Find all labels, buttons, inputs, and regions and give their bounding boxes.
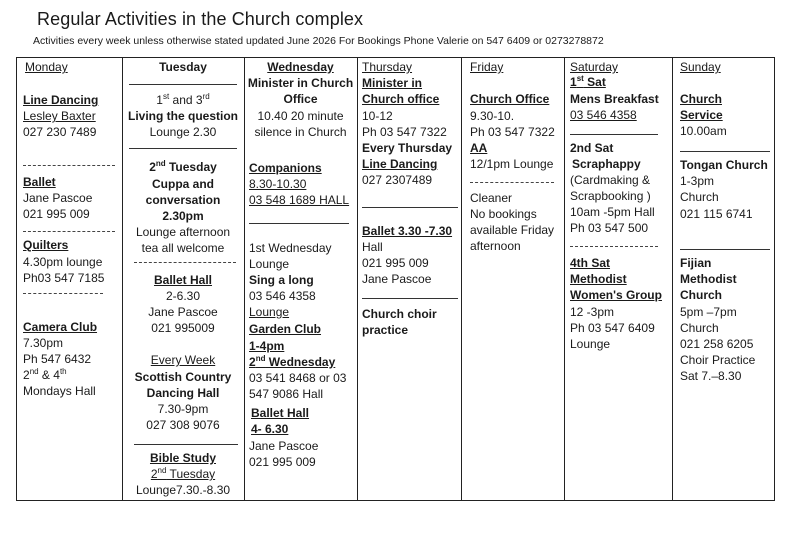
activity-time: 7.30pm (23, 336, 64, 350)
activity-title: Cuppa and (152, 177, 214, 191)
activity-schedule: 1st Wednesday (249, 241, 332, 255)
contact-name: Jane Pascoe (148, 305, 218, 319)
activity-schedule: 4th Sat (570, 256, 611, 270)
separator (129, 148, 237, 149)
activity-title: Companions (249, 161, 322, 175)
friday-column (461, 58, 564, 500)
activity-time: 12/1pm Lounge (470, 157, 554, 171)
activity-title: Scraphappy (572, 157, 641, 171)
separator (680, 249, 770, 250)
day-header-wednesday: Wednesday (267, 60, 334, 74)
contact-phone: 03 548 1689 HALL (249, 193, 350, 207)
contact-phone: Ph 03 547 6409 (570, 321, 655, 335)
contact-phone: 547 9086 Hall (249, 387, 324, 401)
activity-title: Cleaner (470, 191, 513, 205)
separator (249, 223, 349, 224)
contact-phone: 021 995 009 (23, 207, 90, 221)
separator (680, 151, 770, 152)
activity-time: 4.30pm lounge (23, 255, 103, 269)
schedule-table (16, 57, 775, 501)
activity-time: 7.30-9pm (157, 402, 209, 416)
contact-name: Lesley Baxter (23, 109, 96, 123)
activity-location: Lounge (249, 257, 290, 271)
separator (23, 165, 115, 166)
activity-title: Quilters (23, 238, 69, 252)
contact-phone: Ph 03 547 7322 (362, 125, 447, 139)
monday-column (16, 58, 122, 500)
activity-title: AA (470, 141, 488, 155)
activity-title: Ballet 3.30 -7.30 (362, 224, 453, 238)
contact-phone: 021 995 009 (249, 455, 316, 469)
page-subtitle: Activities every week unless otherwise stated updated June 2026 For Bookings Phone Valerie on 547 6409 or 0273278872 (33, 35, 604, 47)
day-header-monday: Monday (25, 60, 68, 74)
separator (23, 231, 115, 232)
activity-schedule: 2nd Sat (570, 141, 614, 155)
contact-name: Jane Pascoe (23, 191, 93, 205)
activity-title: Church office (362, 92, 440, 106)
activity-time: 4- 6.30 (251, 422, 289, 436)
activity-note: available Friday (470, 223, 555, 237)
activity-title: Church (680, 92, 722, 106)
activity-time: 9.30-10. (470, 109, 515, 123)
activity-time: 12 -3pm (570, 305, 615, 319)
contact-phone: Ph 03 547 500 (570, 221, 649, 235)
day-header-tuesday: Tuesday (159, 60, 207, 74)
thursday-column (357, 58, 461, 500)
activity-title: Camera Club (23, 320, 98, 334)
contact-phone: 027 308 9076 (146, 418, 220, 432)
activity-title: Ballet (23, 175, 56, 189)
activity-title: Service (680, 108, 723, 122)
activity-title: Fijian (680, 256, 712, 270)
activity-title: Mens Breakfast (570, 92, 659, 106)
activity-schedule: Every Week (150, 353, 216, 367)
activity-location: Mondays Hall (23, 384, 96, 398)
activity-schedule: 2nd Wednesday (249, 354, 336, 369)
activity-title: Line Dancing (362, 157, 438, 171)
activity-time: 8.30-10.30 (249, 177, 307, 191)
day-header-saturday: Saturday (570, 60, 619, 74)
contact-phone: 021 258 6205 (680, 337, 754, 351)
activity-location: Church (680, 321, 719, 335)
wednesday-column (244, 58, 357, 500)
activity-title: Garden Club (249, 322, 322, 336)
activity-time: 2-6.30 (165, 289, 201, 303)
contact-phone: 03 541 8468 or 03 (249, 371, 347, 385)
activity-title: Church (680, 288, 722, 302)
activity-title: Tongan Church (680, 158, 768, 172)
contact-phone: 027 230 7489 (23, 125, 97, 139)
activity-time: Sat 7.–8.30 (680, 369, 742, 383)
contact-phone: Ph 547 6432 (23, 352, 92, 366)
contact-name: Jane Pascoe (249, 439, 319, 453)
activity-note: Scrapbooking ) (570, 189, 651, 203)
separator (570, 134, 658, 135)
saturday-column (564, 58, 672, 500)
day-header-thursday: Thursday (362, 60, 413, 74)
activity-title: Women's Group (570, 288, 662, 302)
activity-title: Church Office (470, 92, 550, 106)
separator (134, 262, 236, 263)
separator (134, 444, 238, 445)
sunday-column (672, 58, 774, 500)
activity-title: Scottish Country (134, 370, 232, 384)
activity-title: conversation (145, 193, 221, 207)
separator (362, 298, 458, 299)
contact-phone: 021 115 6741 (680, 207, 753, 221)
contact-name: Jane Pascoe (362, 272, 432, 286)
activity-title: practice (362, 323, 409, 337)
activity-note: No bookings (470, 207, 537, 221)
activity-time: 10.00am (680, 124, 727, 138)
separator (23, 293, 103, 294)
contact-phone: 021 995 009 (362, 256, 429, 270)
day-header-friday: Friday (470, 60, 504, 74)
activity-time: 2.30pm (162, 209, 204, 223)
activity-note: (Cardmaking & (570, 173, 651, 187)
activity-title: Church choir (362, 307, 437, 321)
activity-location: Lounge (570, 337, 611, 351)
activity-title: Methodist (680, 272, 737, 286)
contact-phone: 027 2307489 (362, 173, 433, 187)
activity-time: 1-3pm (680, 174, 715, 188)
activity-location: Lounge (249, 305, 290, 319)
activity-time: 5pm –7pm (680, 305, 737, 319)
activity-location: Lounge afternoon (135, 225, 231, 239)
separator (362, 207, 458, 208)
activity-schedule: 1st and 3rd (156, 92, 210, 107)
activity-time: 1-4pm (249, 339, 285, 353)
contact-phone: Ph03 547 7185 (23, 271, 105, 285)
activity-note: silence in Church (254, 125, 347, 139)
contact-phone: 03 546 4358 (249, 289, 316, 303)
contact-phone: 021 995009 (151, 321, 215, 335)
separator (570, 246, 658, 247)
activity-schedule: 2nd Tuesday (149, 159, 217, 174)
column-divider (774, 58, 775, 500)
contact-phone: 03 546 4358 (570, 108, 637, 122)
activity-time: Lounge 2.30 (149, 125, 217, 139)
activity-schedule: Every Thursday (362, 141, 453, 155)
separator (470, 182, 554, 183)
activity-time: 10.40 20 minute (257, 109, 344, 123)
activity-title: Ballet Hall (153, 273, 213, 287)
activity-location: Lounge7.30.-8.30 (135, 483, 231, 497)
activity-schedule: 1st Sat (570, 74, 606, 89)
activity-title: Choir Practice (680, 353, 756, 367)
activity-title: Office (283, 92, 318, 106)
activity-location: Church (680, 190, 719, 204)
activity-title: Minister in Church (247, 76, 354, 90)
activity-title: Ballet Hall (251, 406, 310, 420)
activity-location: Hall (362, 240, 383, 254)
page-title: Regular Activities in the Church complex (37, 9, 364, 29)
activity-schedule: 2nd & 4th (23, 367, 67, 382)
tuesday-column (122, 58, 244, 500)
activity-title: Living the question (128, 109, 238, 123)
separator (129, 84, 237, 85)
activity-title: Sing a long (249, 273, 314, 287)
activity-title: Line Dancing (23, 93, 99, 107)
activity-schedule: 2nd Tuesday (150, 466, 216, 481)
activity-time: 10am -5pm Hall (570, 205, 655, 219)
activity-title: Minister in (362, 76, 423, 90)
activity-title: Dancing Hall (146, 386, 220, 400)
day-header-sunday: Sunday (680, 60, 721, 74)
activity-note: afternoon (470, 239, 521, 253)
activity-time: 10-12 (362, 109, 393, 123)
activity-note: tea all welcome (141, 241, 225, 255)
contact-phone: Ph 03 547 7322 (470, 125, 555, 139)
activity-title: Bible Study (149, 451, 216, 465)
activity-title: Methodist (570, 272, 627, 286)
